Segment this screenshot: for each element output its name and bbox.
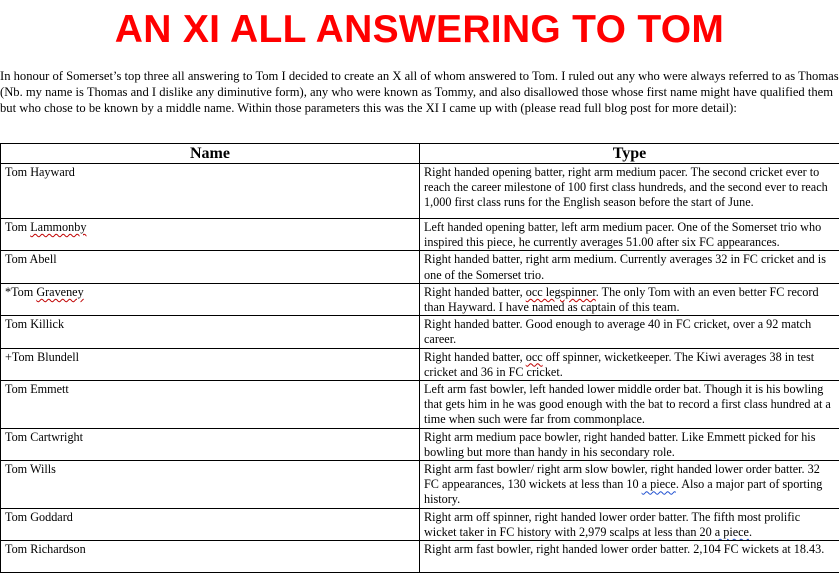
table-body [1, 164, 839, 573]
player-name-cell: Tom Cartwright [1, 428, 420, 460]
player-name-cell: *Tom Graveney [1, 283, 420, 315]
player-type-cell: Right arm off spinner, right handed lower order batter. The fifth most prolific wicket taker in FC history with 2,979 scalps at less than 20 a piece. [420, 508, 839, 540]
table-row [1, 316, 839, 348]
table-row [1, 381, 839, 429]
player-name-cell: Tom Goddard [1, 508, 420, 540]
player-type-cell: Right handed batter. Good enough to average 40 in FC cricket, over a 92 match career. [420, 316, 839, 348]
player-type-cell: Left handed opening batter, left arm medium pacer. One of the Somerset trio who inspired this piece, he currently averages 51.00 after six FC appearances. [420, 219, 839, 251]
player-name-cell: Tom Wills [1, 461, 420, 509]
player-name-cell: Tom Emmett [1, 381, 420, 429]
table-header-row [1, 144, 839, 164]
player-name-cell: Tom Richardson [1, 541, 420, 573]
table-row [1, 428, 839, 460]
table-row [1, 508, 839, 540]
player-name-cell: Tom Hayward [1, 164, 420, 219]
table-row [1, 283, 839, 315]
player-type-cell: Right arm medium pace bowler, right handed batter. Like Emmett picked for his bowling but more than handy in his secondary role. [420, 428, 839, 460]
table-row [1, 541, 839, 573]
xi-table [0, 143, 839, 573]
player-type-cell: Left arm fast bowler, left handed lower middle order bat. Though it is his bowling that gets him in he was good enough with the bat to record a first class hundred at a time when such were far from commonplace. [420, 381, 839, 429]
column-header-name: Name [1, 144, 420, 164]
intro-paragraph: In honour of Somerset’s top three all answering to Tom I decided to create an X all of whom answered to Tom. I ruled out any who were always referred to as Thomas (Nb. my name is Thomas and I dislike any diminutive form), any who were known as Tommy, and also disallowed those whose first name might have qualified them but who chose to be known by a middle name. Within those parameters this was the XI I came up with (please read full blog post for more detail): [0, 68, 839, 116]
player-type-cell: Right handed batter, right arm medium. Currently averages 32 in FC cricket and is one of the Somerset trio. [420, 251, 839, 283]
player-type-cell: Right handed batter, occ off spinner, wicketkeeper. The Kiwi averages 38 in test cricket and 36 in FC cricket. [420, 348, 839, 380]
player-name-cell: Tom Killick [1, 316, 420, 348]
player-name-cell: Tom Lammonby [1, 219, 420, 251]
player-type-cell: Right arm fast bowler, right handed lower order batter. 2,104 FC wickets at 18.43. [420, 541, 839, 573]
table-row [1, 461, 839, 509]
player-type-cell: Right handed batter, occ legspinner. The only Tom with an even better FC record than Hayward. I have named as captain of this team. [420, 283, 839, 315]
page-title: AN XI ALL ANSWERING TO TOM [0, 8, 839, 52]
player-type-cell: Right arm fast bowler/ right arm slow bowler, right handed lower order batter. 32 FC appearances, 130 wickets at less than 10 a piece. Also a major part of sporting history. [420, 461, 839, 509]
player-name-cell: Tom Abell [1, 251, 420, 283]
column-header-type: Type [420, 144, 839, 164]
table-row [1, 251, 839, 283]
table-row [1, 219, 839, 251]
table-row [1, 348, 839, 380]
table-row [1, 164, 839, 219]
player-type-cell: Right handed opening batter, right arm medium pacer. The second cricket ever to reach the career milestone of 100 first class hundreds, and the second ever to reach 1,000 first class runs for the English season before the start of June. [420, 164, 839, 219]
player-name-cell: +Tom Blundell [1, 348, 420, 380]
